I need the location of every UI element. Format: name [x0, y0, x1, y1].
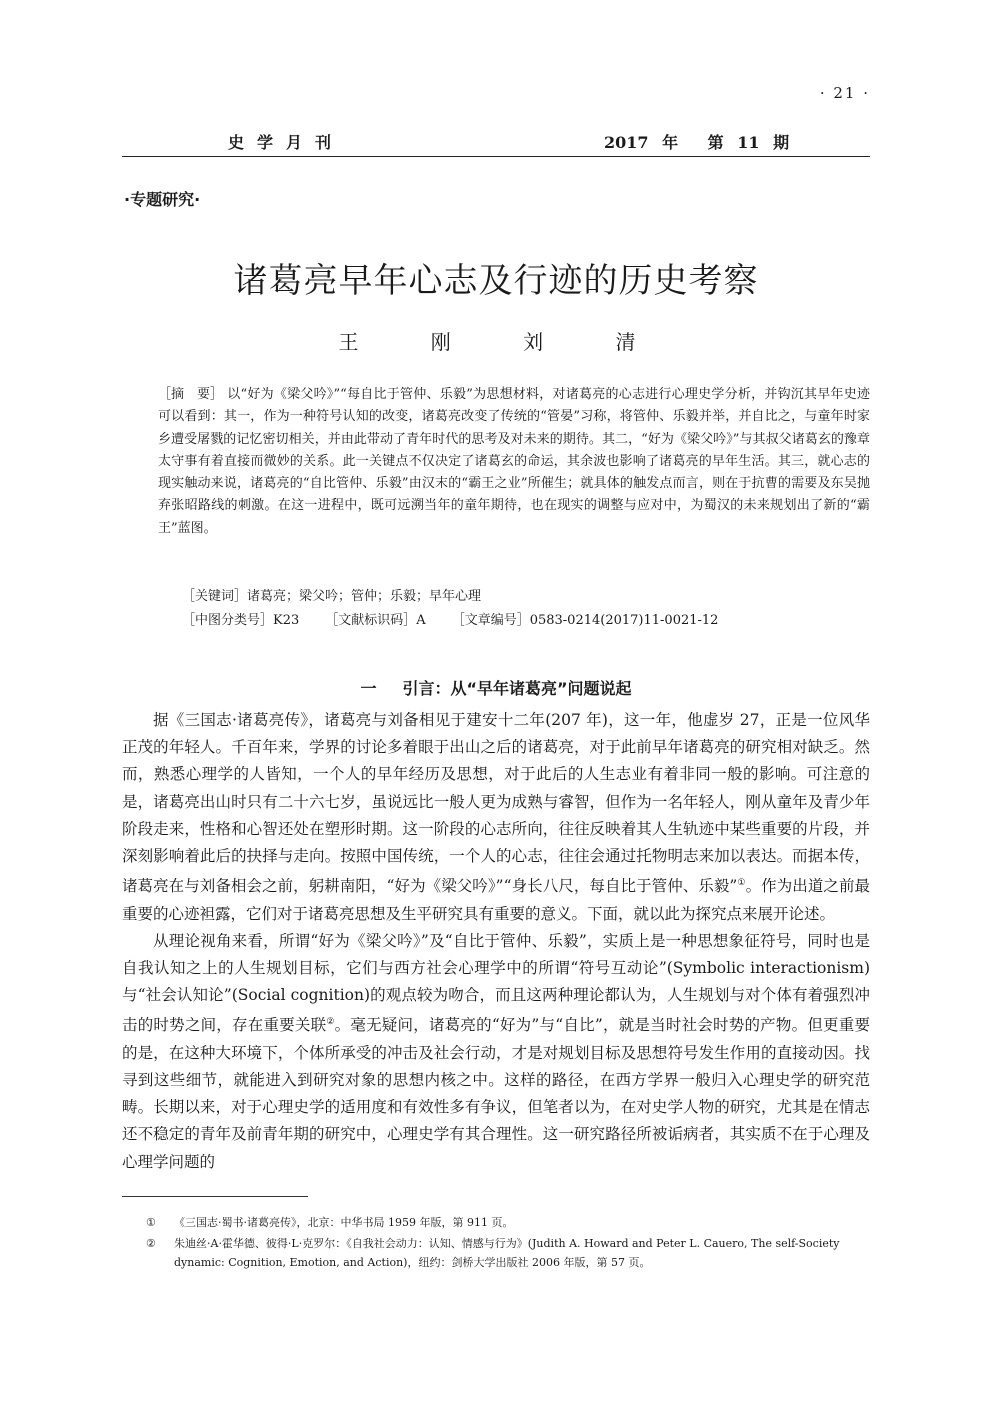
abstract-text: 以“好为《梁父吟》”“每自比于管仲、乐毅”为思想材料，对诸葛亮的心志进行心理史学分析，并钩沉其早年史迹可以看到：其一，作为一种符号认知的改变，诸葛亮改变了传统的“管晏”习称，将管仲、乐毅并举，并自比之，与童年时家乡遭受屠戮的记忆密切相关，并由此带动了青年时代的思考及对未来的期待。其二，“好为《梁父吟》”与其叔父诸葛玄的豫章太守事有着直接而微妙的关系。此一关键点不仅决定了诸葛玄的命运，其余波也影响了诸葛亮的早年生活。其三，就心志的现实触动来说，诸葛亮的“自比管仲、乐毅”由汉末的“霸王之业”所催生；就具体的触发点而言，则在于抗曹的需要及东吴抛弃张昭路线的刺激。在这一进程中，既可远溯当年的童年期待，也在现实的调整与应对中，为蜀汉的未来规划出了新的“霸王”蓝图。 — [158, 387, 870, 536]
paragraph-2-text-cont: 。毫无疑问，诸葛亮的“好为”与“自比”，就是当时社会时势的产物。但更重要的是，在这种大环境下，个体所承受的冲击及社会行动，才是对规划目标及思想符号发生作用的直接动因。找寻到这些细节，就能进入到研究对象的思想内核之中。这样的路径，在西方学界一般归入心理史学的研究范畴。长期以来，对于心理史学的适用度和有效性多有争议，但笔者以为，在对史学人物的研究，尤其是在情志还不稳定的青年及前青年期的研究中，心理史学有其合理性。这一研究路径所被诟病者，其实质不在于心理及心理学问题的 — [122, 1016, 870, 1171]
clc-label: ［中图分类号］ — [182, 613, 274, 628]
keywords — [182, 586, 872, 608]
footnote-mark: ② — [146, 1237, 156, 1250]
paragraph-1 — [122, 707, 870, 928]
footnotes — [146, 1213, 872, 1274]
column-tag: ·专题研究· — [124, 190, 201, 209]
article-title: 诸葛亮早年心志及行迹的历史考察 — [233, 261, 759, 301]
doc-code-label: ［文献标识码］ — [325, 613, 417, 628]
keywords-text: 诸葛亮；梁父吟；管仲；乐毅；早年心理 — [247, 589, 482, 604]
running-header — [122, 130, 870, 157]
footnote-ref-2[interactable]: ② — [326, 1017, 335, 1028]
section-number: 一 — [360, 679, 377, 698]
footnote-text: 《三国志·蜀书·诸葛亮传》，北京：中华书局 1959 年版，第 911 页。 — [174, 1216, 514, 1229]
body-text — [122, 707, 870, 1176]
paragraph-1-text: 据《三国志·诸葛亮传》，诸葛亮与刘备相见于建安十二年(207 年)，这一年，他虚岁 27，正是一位风华正茂的年轻人。千百年来，学界的讨论多着眼于出山之后的诸葛亮，对于此前早年诸葛亮的研究相对缺乏。然而，熟悉心理学的人皆知，一个人的早年经历及思想，对于此后的人生志业有着非同一般的影响。可注意的是，诸葛亮出山时只有二十六七岁，虽说远比一般人更为成熟与睿智，但作为一名年轻人，刚从童年及青少年阶段走来，性格和心智还处在塑形时期。这一阶段的心志所向，往往反映着其人生轨迹中某些重要的片段，并深刻影响着此后的抉择与走向。按照中国传统，一个人的心志，往往会通过托物明志来加以表达。而据本传，诸葛亮在与刘备相会之前，躬耕南阳，“好为《梁父吟》”“身长八尺，每自比于管仲、乐毅” — [122, 711, 870, 896]
authors: 王 刚 刘 清 — [338, 330, 654, 354]
page-number: · 21 · — [819, 84, 870, 102]
paragraph-2-text: 从理论视角来看，所谓“好为《梁父吟》”及“自比于管仲、乐毅”，实质上是一种思想象征符号，同时也是自我认知之上的人生规划目标，它们与西方社会心理学中的所谓“符号互动论”(Symbolic interactionism)与“社会认知论”(Social cognition)的观点较为吻合，而且这两种理论都认为，人生规划与对个体有着强烈冲击的时势之间，存在重要关联 — [122, 931, 870, 1035]
footnote-mark: ① — [146, 1216, 156, 1229]
footnote-2 — [146, 1234, 872, 1272]
section-title: 引言：从“早年诸葛亮”问题说起 — [402, 679, 632, 698]
issue-info: 2017 年 第 11 期 — [604, 133, 790, 152]
article-id-label: ［文章编号］ — [451, 613, 530, 628]
abstract-label: ［摘 要］ — [158, 387, 224, 402]
footnote-1 — [146, 1213, 872, 1232]
footnote-ref-1[interactable]: ① — [737, 878, 746, 889]
footnote-text: 朱迪丝·A·霍华德、彼得·L·克罗尔：《自我社会动力：认知、情感与行为》(Judith A. Howard and Peter L. Cauero, The self-Society dynamic: Cognition, Emotion, and Action)，纽约：剑桥大学出版社 2006 年版，第 57 页。 — [174, 1237, 840, 1269]
article-id-value: 0583-0214(2017)11-0021-12 — [529, 613, 719, 628]
keywords-label: ［关键词］ — [182, 589, 248, 604]
classification-line — [182, 610, 872, 632]
doc-code-value: A — [416, 613, 426, 628]
footnote-divider — [122, 1196, 308, 1197]
paragraph-1-text-cont: 。作为出道之前最重要的心迹袒露，它们对于诸葛亮思想及生平研究具有重要的意义。下面，就以此为探究点来展开论述。 — [122, 877, 871, 923]
paragraph-2 — [122, 928, 870, 1176]
section-heading — [0, 676, 992, 699]
abstract — [158, 384, 870, 540]
clc-value: K23 — [273, 613, 300, 628]
journal-name: 史学月刊 — [228, 133, 345, 152]
